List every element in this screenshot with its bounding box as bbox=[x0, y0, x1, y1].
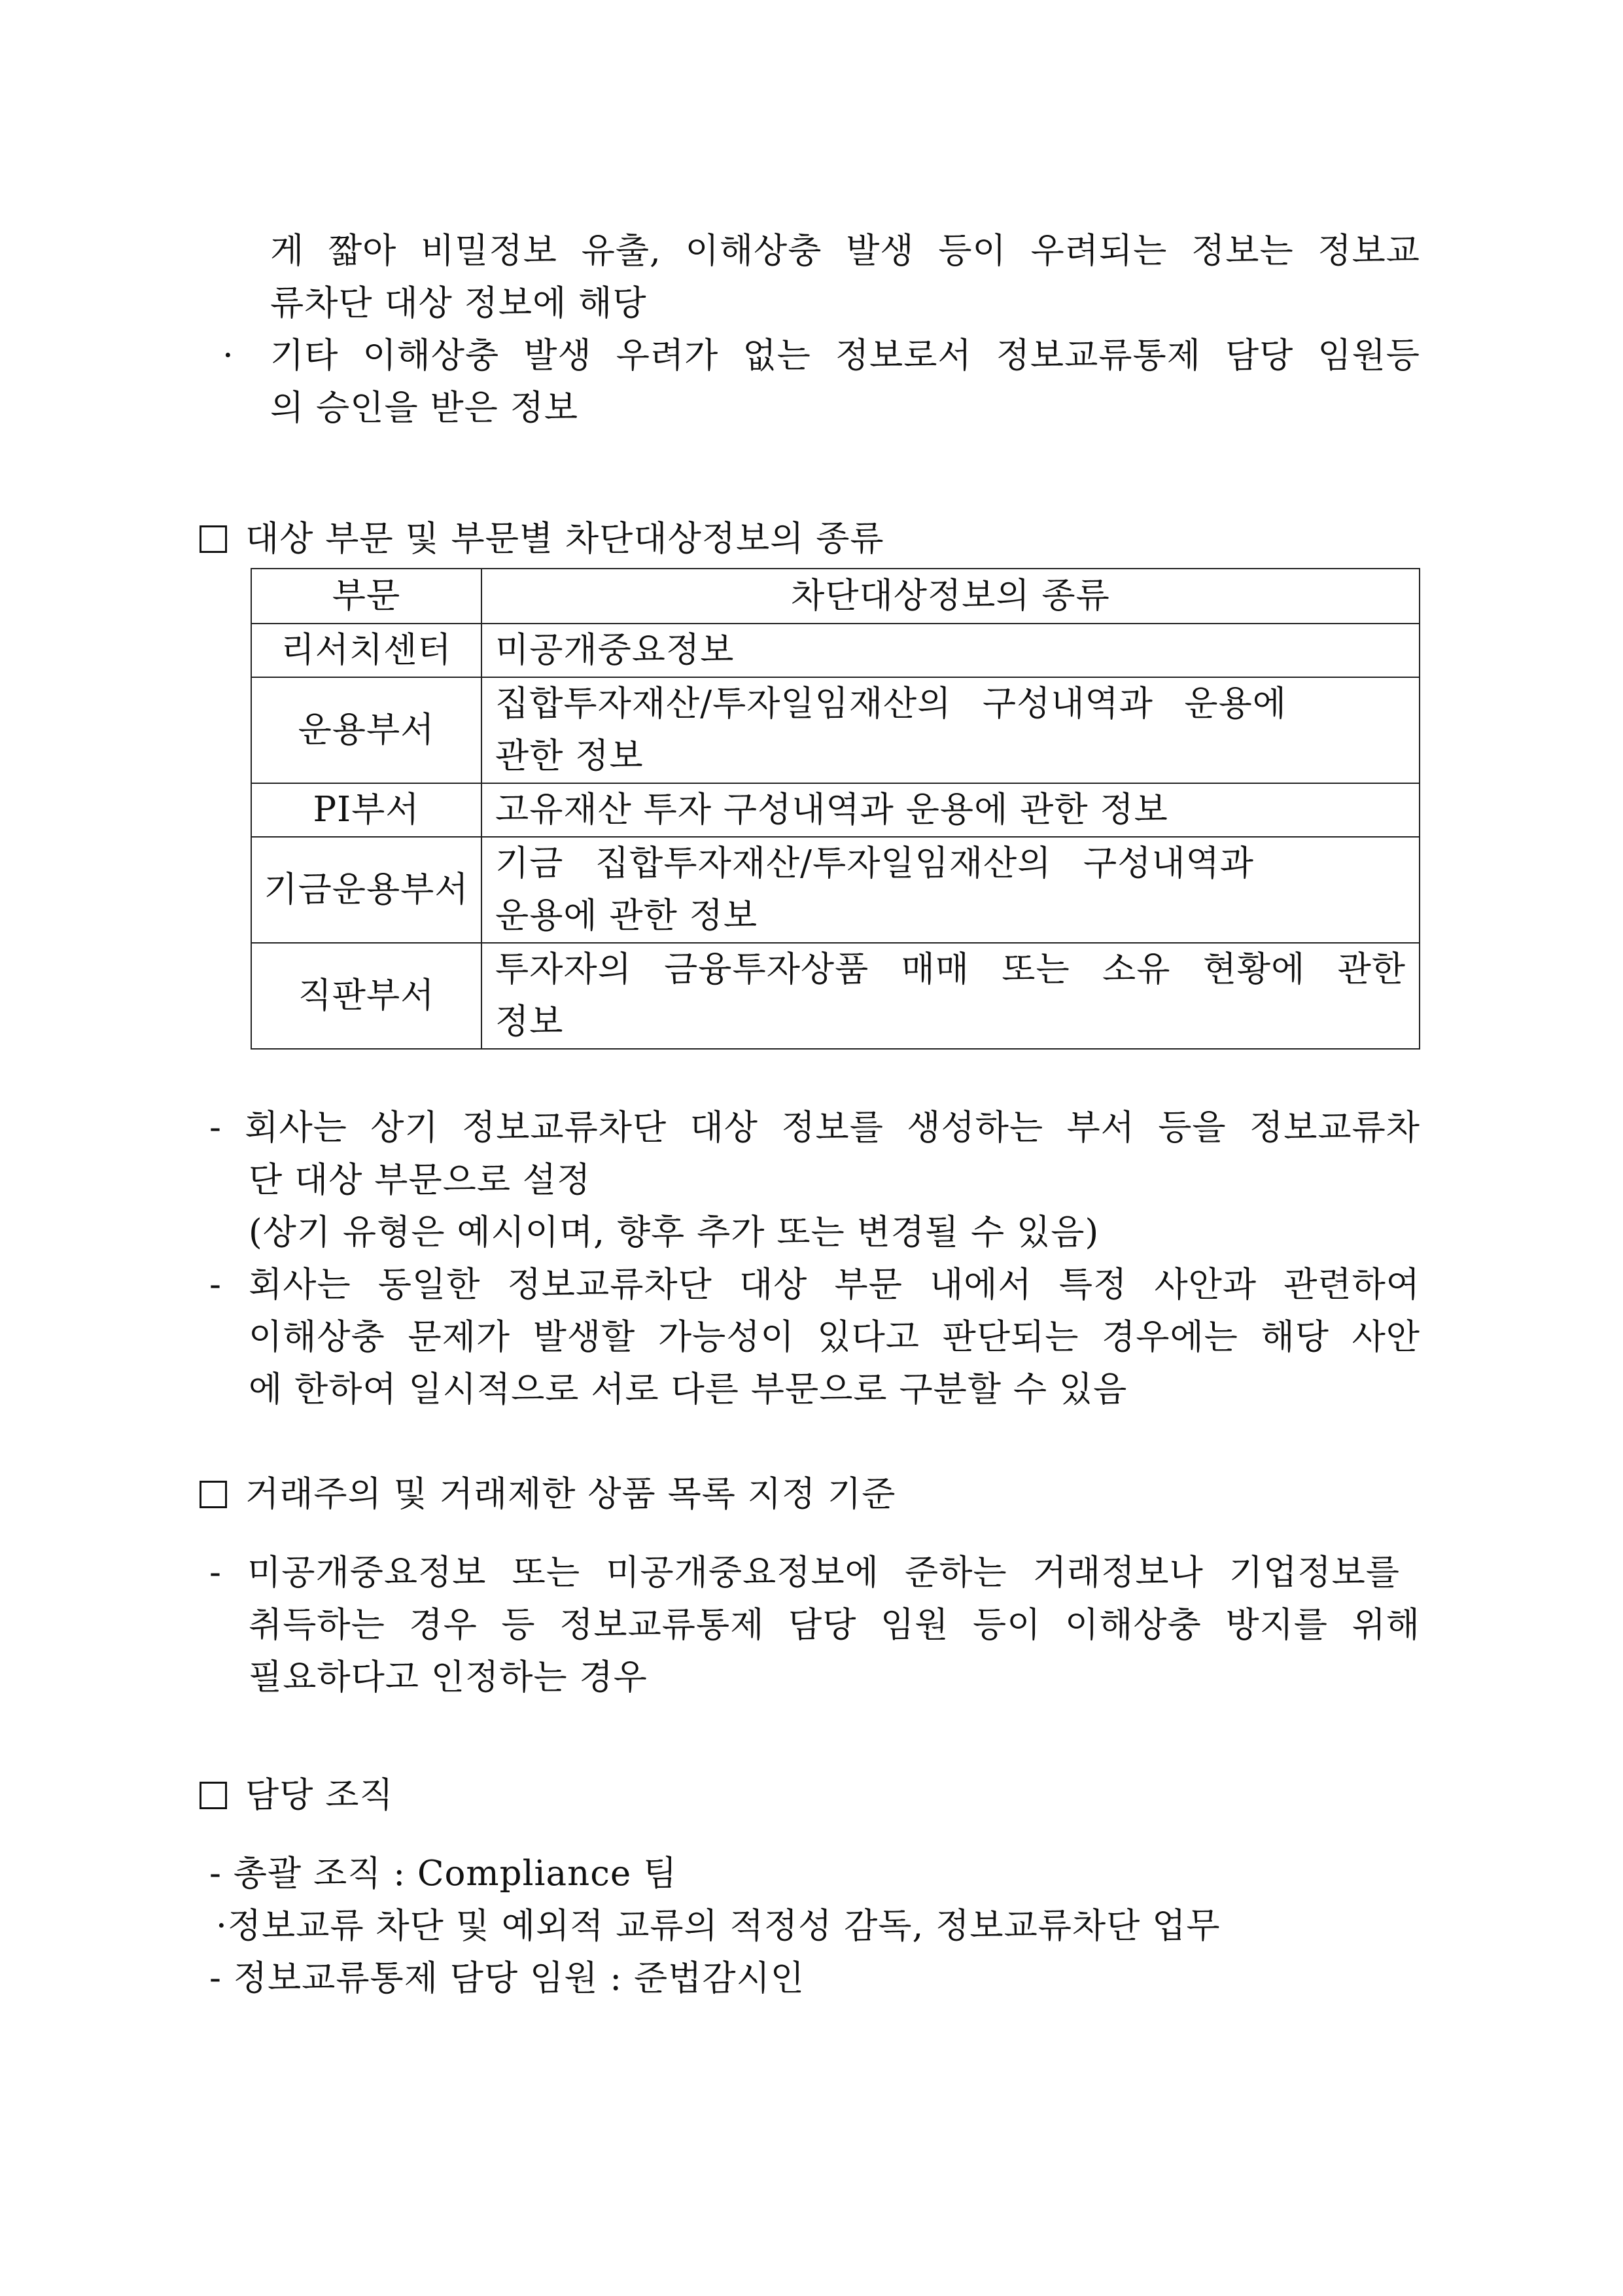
info-text: 미공개중요정보 bbox=[495, 630, 735, 670]
table-header-row bbox=[251, 569, 1420, 624]
note-line-1: - 회사는 상기 정보교류차단 대상 정보를 생성하는 부서 등을 정보교류차 bbox=[209, 1108, 1420, 1148]
info-text: 투자자의 금융투자상품 매매 또는 소유 현황에 관한 bbox=[495, 949, 1406, 989]
intro-line-2: 류차단 대상 정보에 해당 bbox=[270, 283, 647, 323]
section-1-title: 대상 부문 및 부문별 차단대상정보의 종류 bbox=[245, 519, 884, 559]
info-cell bbox=[481, 677, 1420, 783]
section-heading-3 bbox=[200, 1769, 394, 1822]
section-3-line-1: - 총괄 조직 : Compliance 팀 bbox=[209, 1854, 678, 1894]
table-row bbox=[251, 837, 1420, 943]
section-heading-2 bbox=[200, 1468, 896, 1521]
checkbox-square-icon bbox=[200, 525, 227, 553]
section-2-line-1: - 미공개중요정보 또는 미공개중요정보에 준하는 거래정보나 기업정보를 bbox=[209, 1553, 1400, 1593]
table-row bbox=[251, 677, 1420, 783]
note-line-6: 에 한하여 일시적으로 서로 다른 부문으로 구분할 수 있음 bbox=[249, 1369, 1128, 1409]
info-text: 집합투자재산/투자일임재산의 구성내역과 운용에 bbox=[495, 684, 1287, 724]
info-text-2: 정보 bbox=[495, 1002, 564, 1042]
info-cell bbox=[481, 943, 1420, 1049]
section-2-line-2: 취득하는 경우 등 정보교류통제 담당 임원 등이 이해상충 방지를 위해 bbox=[249, 1605, 1420, 1645]
info-cell bbox=[481, 624, 1420, 677]
info-table bbox=[251, 568, 1420, 1050]
section-3-line-2: ·정보교류 차단 및 예외적 교류의 적정성 감독, 정보교류차단 업무 bbox=[216, 1906, 1221, 1946]
dept-cell: 운용부서 bbox=[251, 677, 481, 783]
intro-line-1: 게 짧아 비밀정보 유출, 이해상충 발생 등이 우려되는 정보는 정보교 bbox=[270, 231, 1420, 271]
checkbox-square-icon bbox=[200, 1481, 227, 1508]
note-line-4: - 회사는 동일한 정보교류차단 대상 부문 내에서 특정 사안과 관련하여 bbox=[209, 1265, 1420, 1305]
dept-cell: PI부서 bbox=[251, 783, 481, 837]
note-line-2: 단 대상 부문으로 설정 bbox=[249, 1160, 591, 1200]
dept-cell: 기금운용부서 bbox=[251, 837, 481, 943]
info-text-2: 관한 정보 bbox=[495, 736, 644, 776]
section-2-title: 거래주의 및 거래제한 상품 목록 지정 기준 bbox=[245, 1474, 896, 1514]
section-3-title: 담당 조직 bbox=[245, 1775, 394, 1815]
table-row bbox=[251, 943, 1420, 1049]
dept-cell: 직판부서 bbox=[251, 943, 481, 1049]
section-2-line-3: 필요하다고 인정하는 경우 bbox=[249, 1657, 648, 1697]
note-line-5: 이해상충 문제가 발생할 가능성이 있다고 판단되는 경우에는 해당 사안 bbox=[249, 1317, 1420, 1357]
info-text: 고유재산 투자 구성내역과 운용에 관한 정보 bbox=[495, 790, 1168, 830]
bullet-dot: · bbox=[222, 336, 234, 376]
intro-line-3: 기타 이해상충 발생 우려가 없는 정보로서 정보교류통제 담당 임원등 bbox=[270, 336, 1420, 376]
table-row bbox=[251, 783, 1420, 837]
info-text-2: 운용에 관한 정보 bbox=[495, 896, 758, 936]
section-heading-1 bbox=[200, 513, 884, 565]
info-text: 기금 집합투자재산/투자일임재산의 구성내역과 bbox=[495, 843, 1254, 883]
info-cell bbox=[481, 783, 1420, 837]
section-3-line-3: - 정보교류통제 담당 임원 : 준법감시인 bbox=[209, 1958, 805, 1998]
checkbox-square-icon bbox=[200, 1782, 227, 1809]
intro-line-4: 의 승인을 받은 정보 bbox=[270, 388, 579, 428]
table-row bbox=[251, 624, 1420, 677]
header-dept: 부문 bbox=[251, 569, 481, 624]
dept-cell: 리서치센터 bbox=[251, 624, 481, 677]
info-cell bbox=[481, 837, 1420, 943]
header-info: 차단대상정보의 종류 bbox=[481, 569, 1420, 624]
note-line-3: (상기 유형은 예시이며, 향후 추가 또는 변경될 수 있음) bbox=[249, 1212, 1100, 1252]
